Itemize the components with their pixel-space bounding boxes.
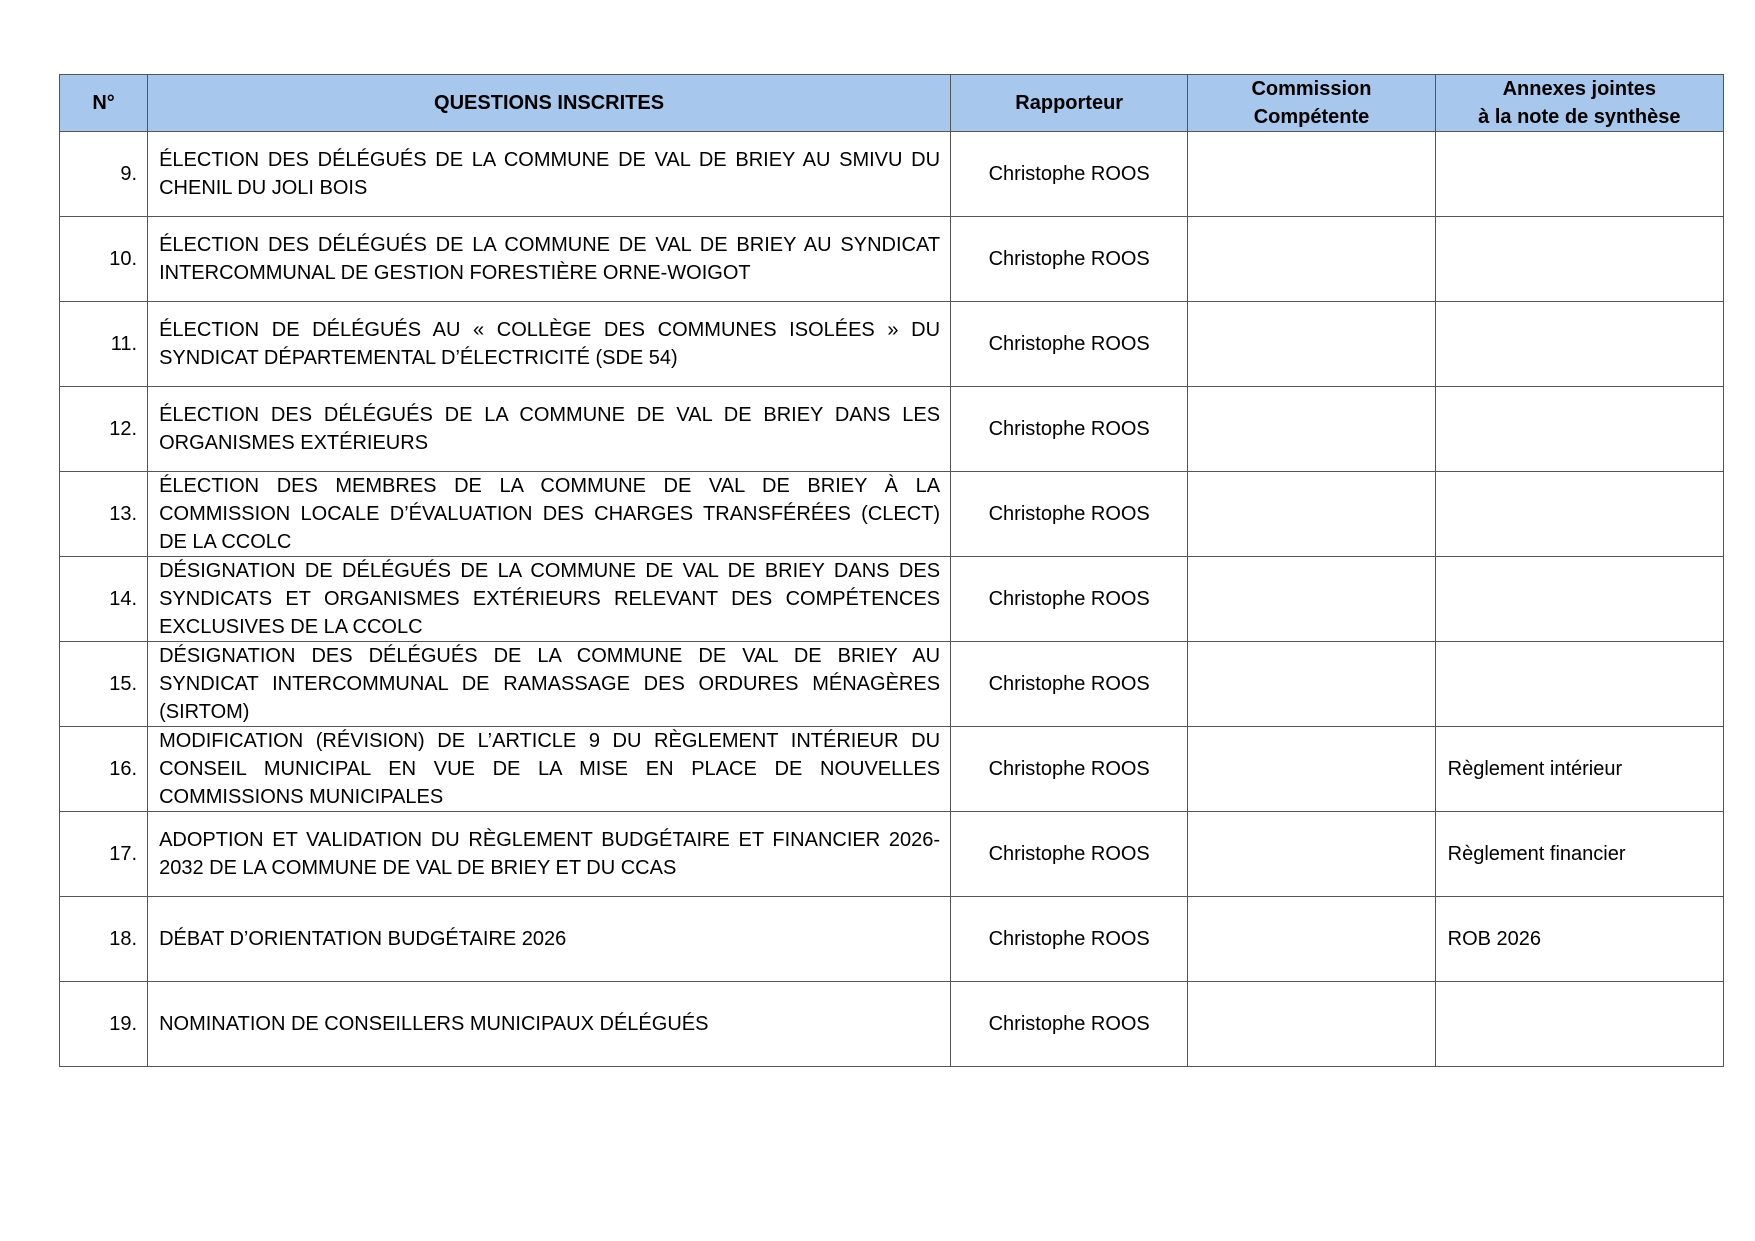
row-annexe: Règlement intérieur [1435,727,1723,812]
row-question: ADOPTION ET VALIDATION DU RÈGLEMENT BUDGÉTAIRE ET FINANCIER 2026-2032 DE LA COMMUNE DE VAL DE BRIEY ET DU CCAS [148,812,951,897]
row-rapporteur: Christophe ROOS [951,982,1188,1067]
row-question: ÉLECTION DE DÉLÉGUÉS AU « COLLÈGE DES COMMUNES ISOLÉES » DU SYNDICAT DÉPARTEMENTAL D’ÉLECTRICITÉ (SDE 54) [148,302,951,387]
row-rapporteur: Christophe ROOS [951,217,1188,302]
row-commission [1188,642,1435,727]
row-rapporteur: Christophe ROOS [951,557,1188,642]
row-rapporteur: Christophe ROOS [951,897,1188,982]
table-row [60,217,1724,302]
row-question: DÉBAT D’ORIENTATION BUDGÉTAIRE 2026 [148,897,951,982]
row-number: 19. [60,982,148,1067]
row-commission [1188,132,1435,217]
row-number: 16. [60,727,148,812]
row-number: 9. [60,132,148,217]
row-annexe: ROB 2026 [1435,897,1723,982]
row-question: MODIFICATION (RÉVISION) DE L’ARTICLE 9 DU RÈGLEMENT INTÉRIEUR DU CONSEIL MUNICIPAL EN VUE DE LA MISE EN PLACE DE NOUVELLES COMMISSIONS MUNICIPALES [148,727,951,812]
table-row [60,982,1724,1067]
row-rapporteur: Christophe ROOS [951,472,1188,557]
header-question: QUESTIONS INSCRITES [148,75,951,132]
row-number: 13. [60,472,148,557]
header-annexes-line1: Annexes jointes [1502,78,1656,100]
row-rapporteur: Christophe ROOS [951,812,1188,897]
row-question: ÉLECTION DES DÉLÉGUÉS DE LA COMMUNE DE VAL DE BRIEY DANS LES ORGANISMES EXTÉRIEURS [148,387,951,472]
header-annexes [1435,75,1723,132]
row-commission [1188,557,1435,642]
row-question: DÉSIGNATION DE DÉLÉGUÉS DE LA COMMUNE DE VAL DE BRIEY DANS DES SYNDICATS ET ORGANISMES EXTÉRIEURS RELEVANT DES COMPÉTENCES EXCLUSIVES DE LA CCOLC [148,557,951,642]
row-annexe [1435,982,1723,1067]
row-annexe [1435,217,1723,302]
row-question: DÉSIGNATION DES DÉLÉGUÉS DE LA COMMUNE DE VAL DE BRIEY AU SYNDICAT INTERCOMMUNAL DE RAMASSAGE DES ORDURES MÉNAGÈRES (SIRTOM) [148,642,951,727]
header-annexes-line2: à la note de synthèse [1478,106,1681,128]
row-rapporteur: Christophe ROOS [951,642,1188,727]
table-row [60,132,1724,217]
header-row [60,75,1724,132]
row-rapporteur: Christophe ROOS [951,727,1188,812]
row-number: 18. [60,897,148,982]
row-rapporteur: Christophe ROOS [951,302,1188,387]
row-commission [1188,217,1435,302]
row-commission [1188,727,1435,812]
row-commission [1188,812,1435,897]
row-rapporteur: Christophe ROOS [951,387,1188,472]
row-annexe [1435,557,1723,642]
table-row [60,472,1724,557]
table-row [60,557,1724,642]
row-question: ÉLECTION DES DÉLÉGUÉS DE LA COMMUNE DE VAL DE BRIEY AU SYNDICAT INTERCOMMUNAL DE GESTION FORESTIÈRE ORNE-WOIGOT [148,217,951,302]
row-commission [1188,982,1435,1067]
row-number: 12. [60,387,148,472]
header-commission [1188,75,1435,132]
table-row [60,727,1724,812]
table-row [60,812,1724,897]
row-annexe: Règlement financier [1435,812,1723,897]
row-annexe [1435,132,1723,217]
row-rapporteur: Christophe ROOS [951,132,1188,217]
row-commission [1188,472,1435,557]
row-commission [1188,302,1435,387]
row-number: 11. [60,302,148,387]
row-annexe [1435,387,1723,472]
table-row [60,302,1724,387]
row-number: 15. [60,642,148,727]
table-header [60,75,1724,132]
table-body [60,132,1724,1067]
table-row [60,897,1724,982]
row-annexe [1435,642,1723,727]
header-commission-line2: Compétente [1253,106,1370,128]
row-number: 10. [60,217,148,302]
table-row [60,642,1724,727]
row-commission [1188,897,1435,982]
table-row [60,387,1724,472]
row-annexe [1435,302,1723,387]
row-question: ÉLECTION DES DÉLÉGUÉS DE LA COMMUNE DE VAL DE BRIEY AU SMIVU DU CHENIL DU JOLI BOIS [148,132,951,217]
row-number: 14. [60,557,148,642]
header-num: N° [60,75,148,132]
row-commission [1188,387,1435,472]
row-question: ÉLECTION DES MEMBRES DE LA COMMUNE DE VAL DE BRIEY À LA COMMISSION LOCALE D’ÉVALUATION DES CHARGES TRANSFÉRÉES (CLECT) DE LA CCOLC [148,472,951,557]
row-number: 17. [60,812,148,897]
agenda-table [59,74,1724,1067]
row-question: NOMINATION DE CONSEILLERS MUNICIPAUX DÉLÉGUÉS [148,982,951,1067]
row-annexe [1435,472,1723,557]
header-rapporteur: Rapporteur [951,75,1188,132]
header-commission-line1: Commission [1251,78,1372,100]
